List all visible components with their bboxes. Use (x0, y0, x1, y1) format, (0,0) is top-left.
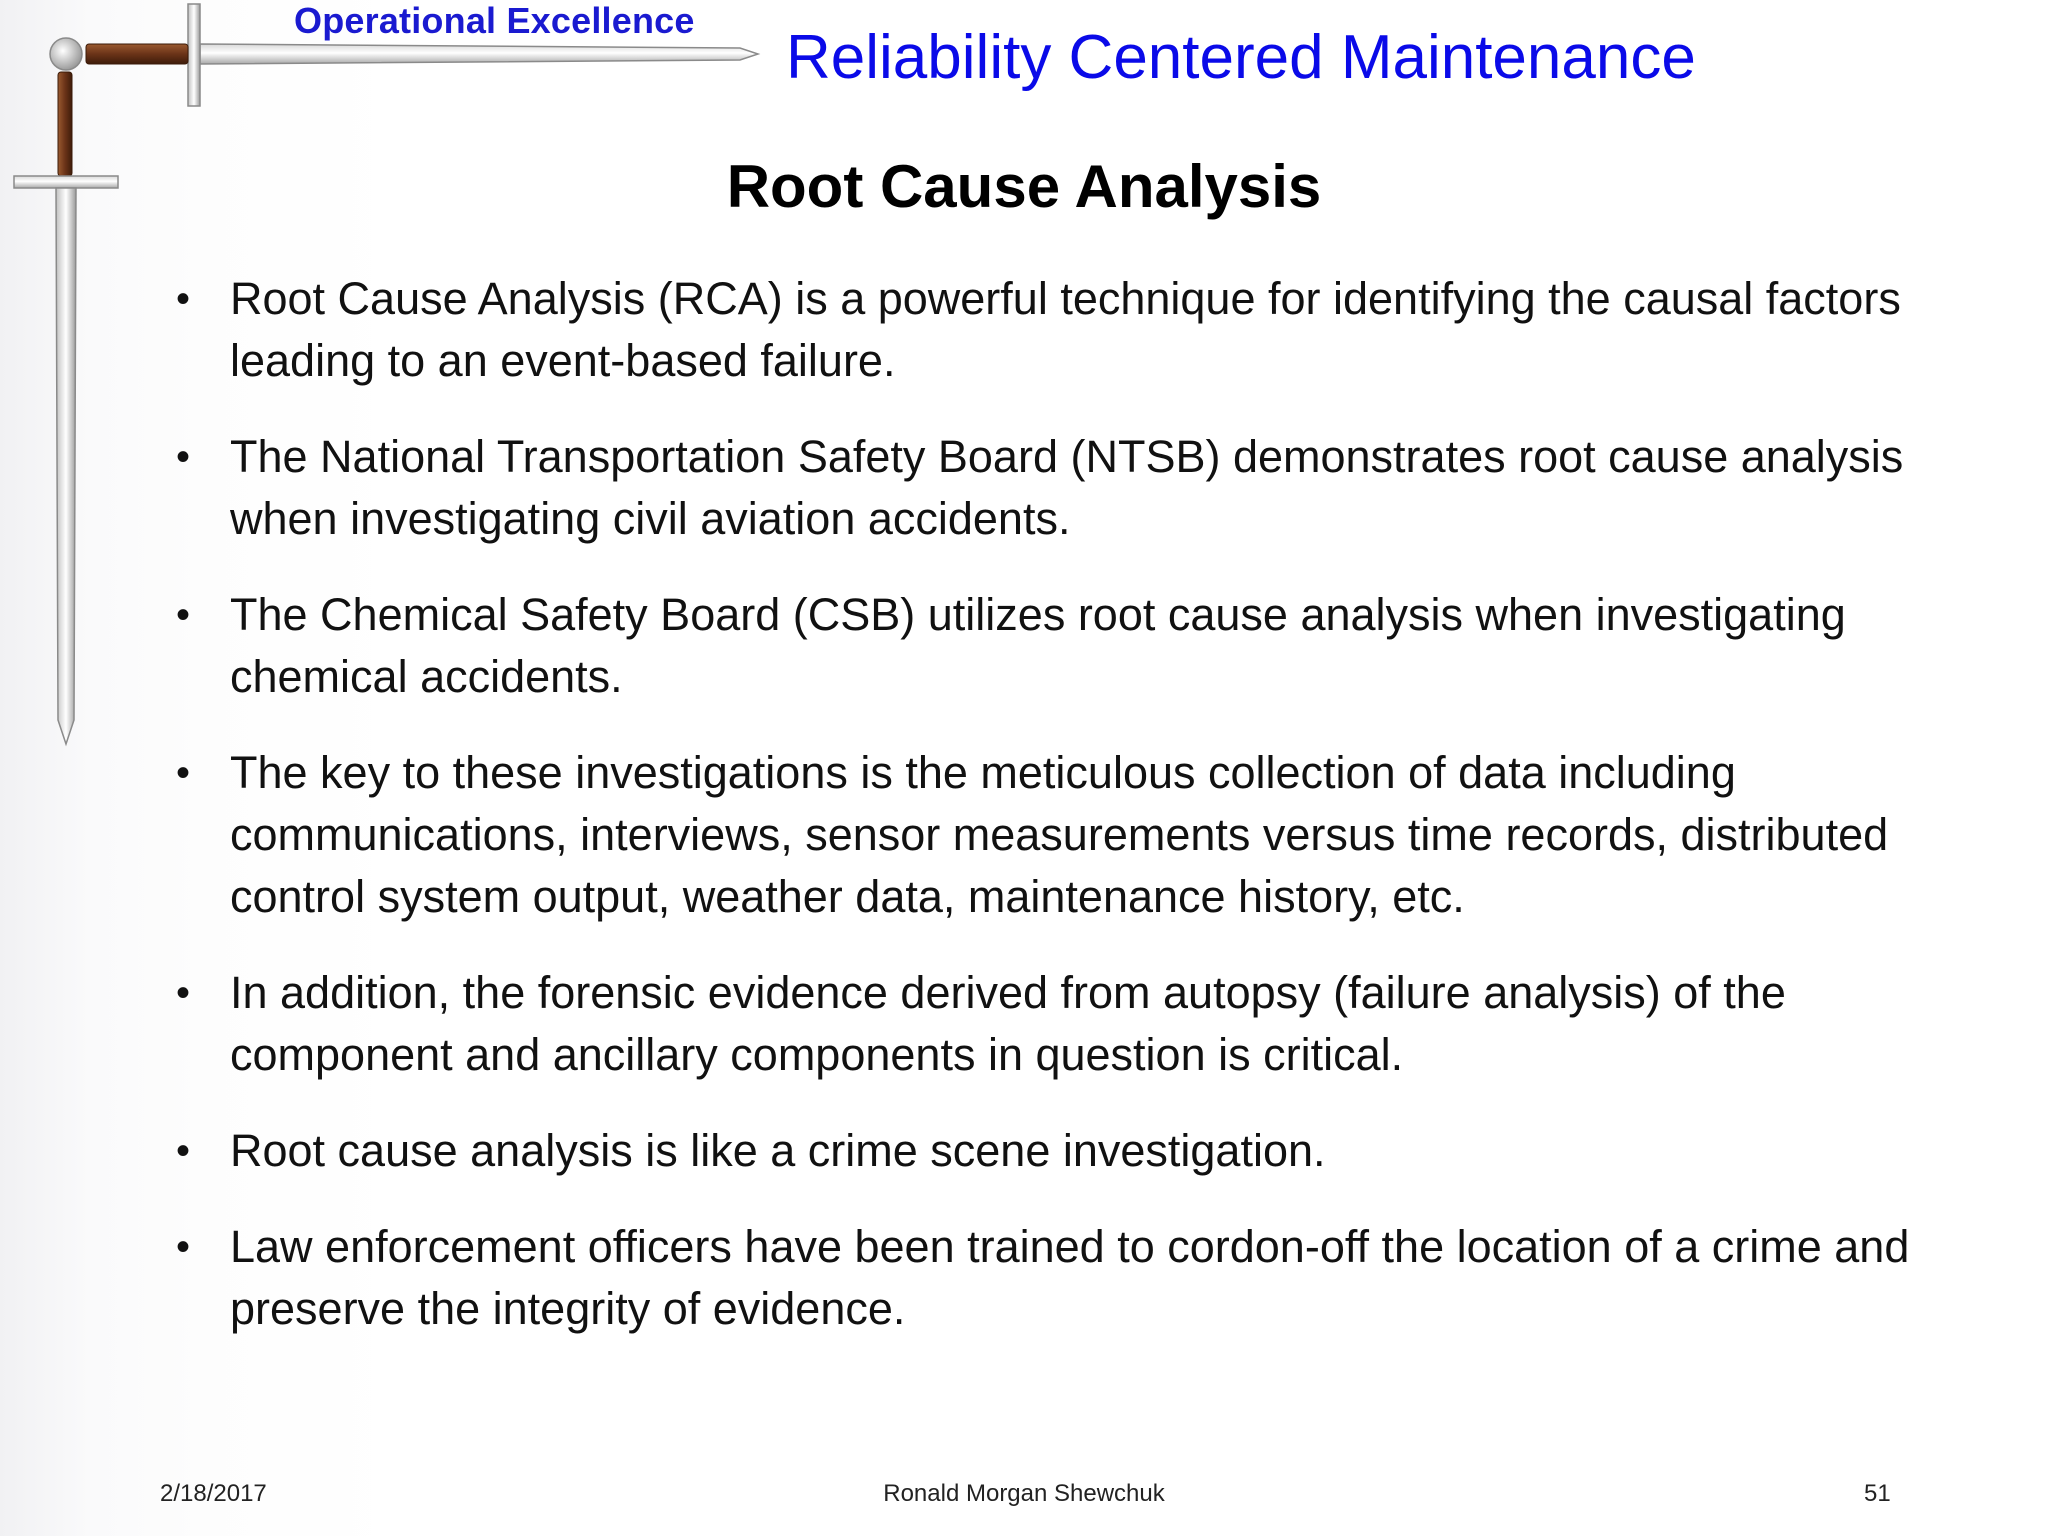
section-heading: Root Cause Analysis (726, 153, 1322, 220)
bullet-icon: • (176, 593, 191, 637)
bullet-item (176, 268, 1966, 392)
bullet-item (176, 962, 1966, 1086)
bullet-text: The National Transportation Safety Board (NTSB) demonstrates root cause analysis when investigating civil aviation accidents. (230, 431, 1904, 544)
bullet-icon: • (176, 1129, 191, 1173)
footer-author: Ronald Morgan Shewchuk (883, 1480, 1165, 1507)
bullet-icon: • (176, 435, 191, 479)
bullet-list (176, 268, 1966, 1374)
bullet-item (176, 1120, 1966, 1182)
slide-title: Reliability Centered Maintenance (786, 23, 1696, 92)
bullet-text: Root Cause Analysis (RCA) is a powerful technique for identifying the causal factors leading to an event-based failure. (230, 273, 1901, 386)
bullet-icon: • (176, 277, 191, 321)
bullet-item (176, 584, 1966, 708)
bullet-text: In addition, the forensic evidence derived from autopsy (failure analysis) of the component and ancillary components in question is critical. (230, 967, 1786, 1080)
bullet-text: Root cause analysis is like a crime scene investigation. (230, 1125, 1326, 1176)
bullet-item (176, 742, 1966, 928)
bullet-item (176, 1216, 1966, 1340)
bullet-text: Law enforcement officers have been trained to cordon-off the location of a crime and preserve the integrity of evidence. (230, 1221, 1910, 1334)
page-number: 51 (1864, 1480, 1891, 1507)
bullet-text: The Chemical Safety Board (CSB) utilizes root cause analysis when investigating chemical accidents. (230, 589, 1846, 702)
footer-date: 2/18/2017 (160, 1480, 267, 1507)
bullet-icon: • (176, 751, 191, 795)
bullet-text: The key to these investigations is the meticulous collection of data including communications, interviews, sensor measurements versus time records, distributed control system output, weather data, maintenance history, etc. (230, 747, 1889, 922)
bullet-icon: • (176, 1225, 191, 1269)
bullet-item (176, 426, 1966, 550)
brand-label: Operational Excellence (294, 0, 695, 41)
bullet-icon: • (176, 971, 191, 1015)
